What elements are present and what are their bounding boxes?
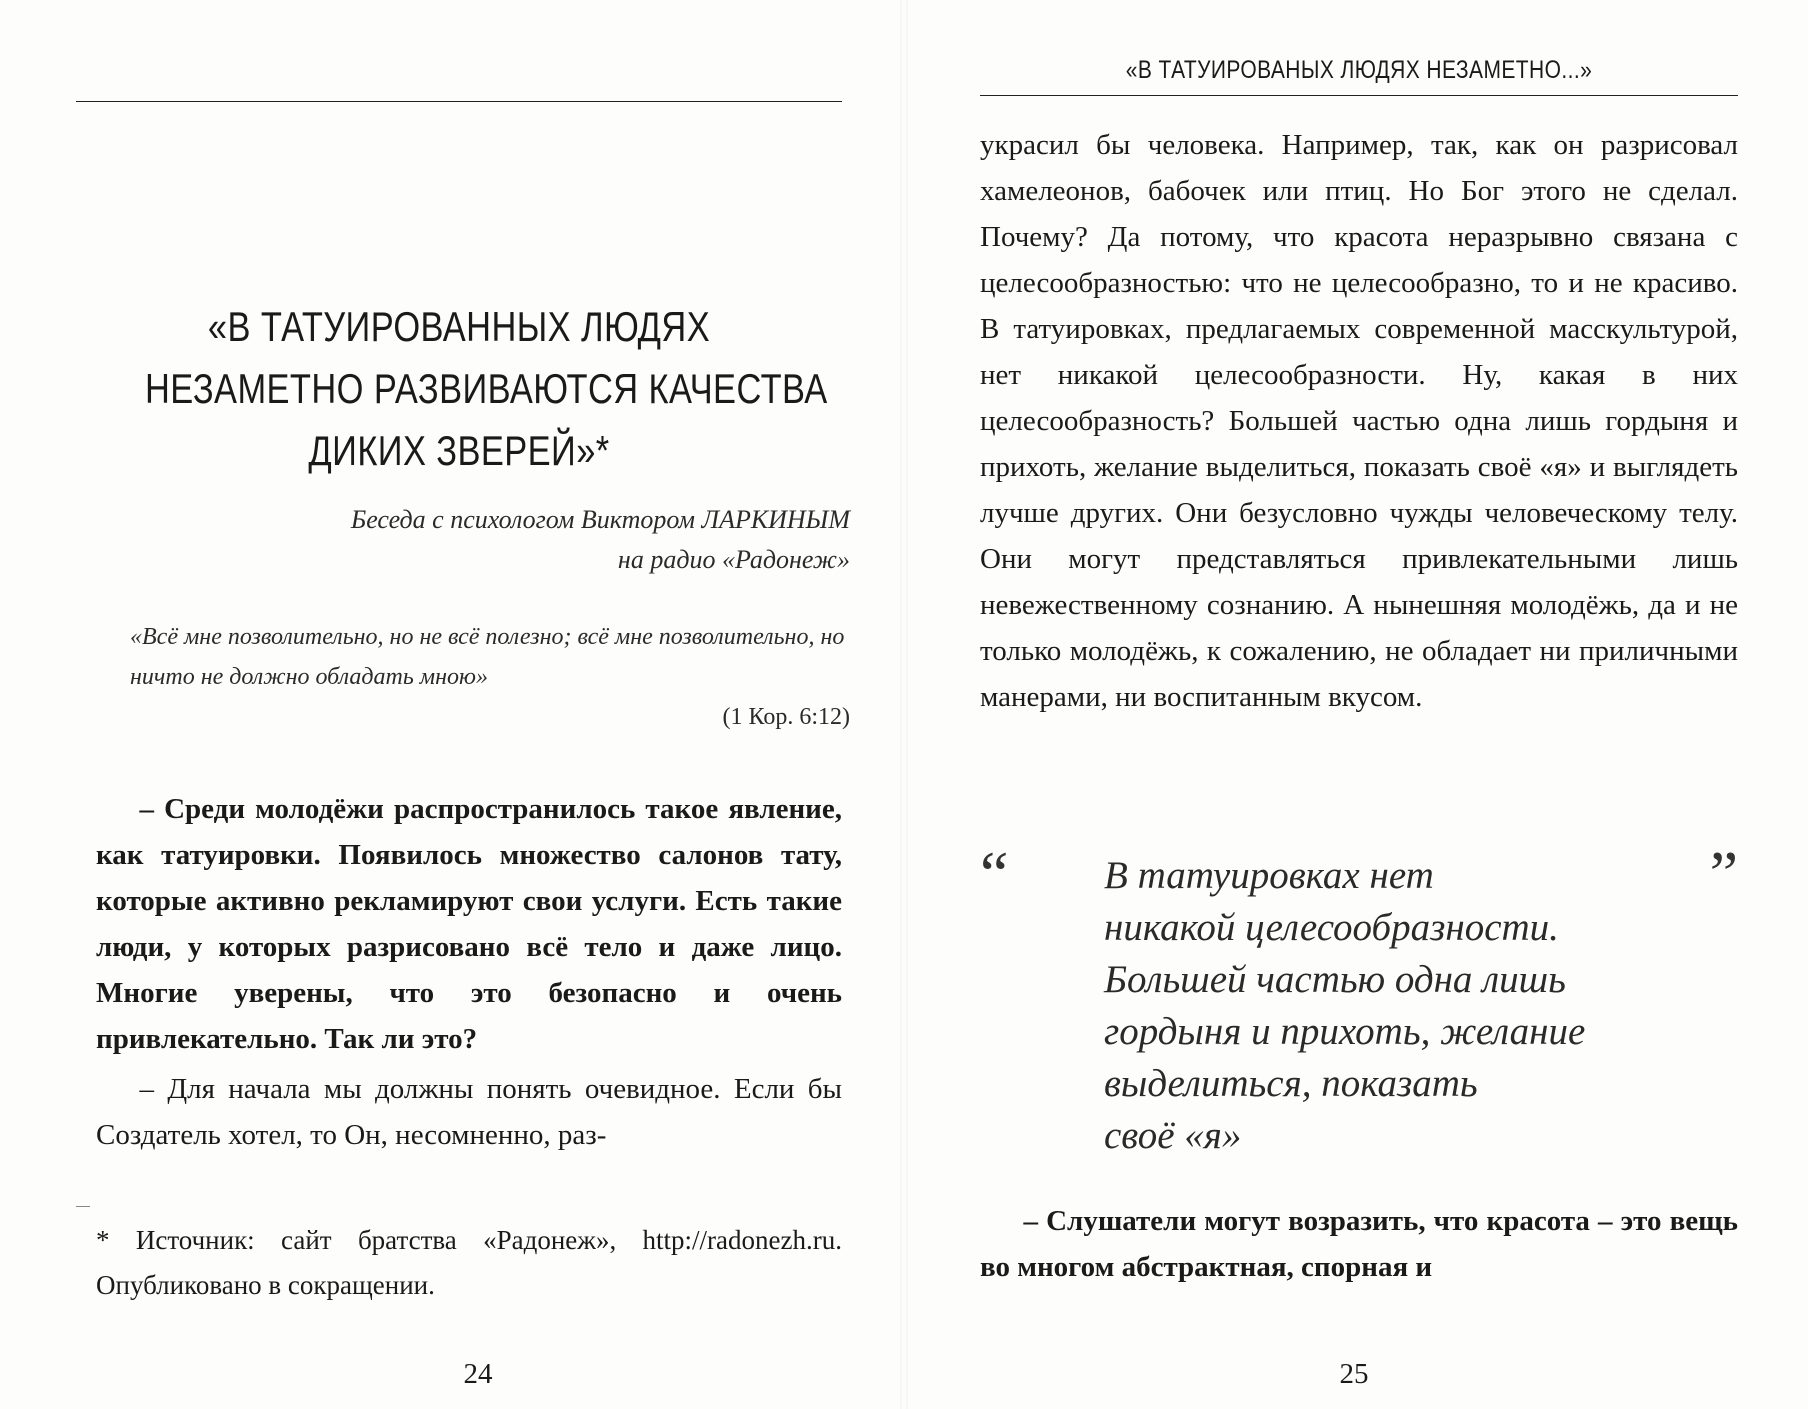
epigraph-text: «Всё мне позволительно, но не всё полезно; всё мне позволительно, но ничто не должно обладать мною» <box>130 624 845 690</box>
header-rule <box>76 101 842 102</box>
footnote <box>96 1218 842 1308</box>
pull-quote-line: В татуировках нет <box>1104 854 1434 897</box>
pull-quote-line: Большей частью одна лишь <box>1104 958 1566 1001</box>
interview-answer: – Для начала мы должны понять очевидное. Если бы Создатель хотел, то Он, несомненно, раз- <box>96 1073 842 1151</box>
header-rule <box>980 95 1738 96</box>
pull-quote-line: своё «я» <box>1104 1114 1242 1157</box>
article-title <box>76 296 842 482</box>
interview-question: – Среди молодёжи распространилось такое явление, как татуировки. Появилось множество салонов тату, которые активно рекламируют свои услуги. Есть такие люди, у которых разрисовано всё тело и даже лицо. Многие уверены, что это безопасно и очень привлекательно. Так ли это? <box>96 793 842 1055</box>
right-page <box>904 0 1808 1409</box>
continued-paragraph: украсил бы человека. Например, так, как он разрисовал хамелеонов, бабочек или птиц. Но Бог этого не сделал. Почему? Да потому, что красота неразрывно связана с целесообразностью: что не целесообразно, то и не красиво. В татуировках, предлагаемых современной масскультурой, нет никакой целесообразности. Ну, какая в них целесообразность? Большей частью одна лишь гордыня и прихоть, желание выделиться, показать своё «я» и выглядеть лучше других. Они безусловно чужды человеческому телу. Они могут представляться привлекательными лишь невежественному сознанию. А нынешняя молодёжь, да и не только молодёжь, к сожалению, не обладает ни приличными манерами, ни воспитанным вкусом. <box>980 129 1738 713</box>
interview-question: – Слушатели могут возразить, что красота – это вещь во многом абстрактная, спорная и <box>980 1205 1738 1283</box>
close-quote-icon: ” <box>1709 838 1738 909</box>
article-subtitle <box>351 500 850 580</box>
running-head: «В ТАТУИРОВАНЫХ ЛЮДЯХ НЕЗАМЕТНО...» <box>1125 56 1593 84</box>
title-line: ДИКИХ ЗВЕРЕЙ»* <box>308 427 610 474</box>
epigraph <box>130 617 850 737</box>
footnote-text: * Источник: сайт братства «Радонеж», http://radonezh.ru. Опубликовано в сокращении. <box>96 1225 842 1300</box>
open-quote-icon: “ <box>980 838 1009 909</box>
pull-quote-text <box>1104 850 1664 1162</box>
pull-quote <box>980 838 1738 1162</box>
left-body-text <box>96 786 842 1158</box>
right-body-text-2 <box>980 1198 1738 1290</box>
epigraph-reference: (1 Кор. 6:12) <box>722 704 850 730</box>
footnote-rule <box>76 1206 90 1207</box>
right-body-text <box>980 122 1738 720</box>
title-line: «В ТАТУИРОВАННЫХ ЛЮДЯХ <box>207 303 711 350</box>
pull-quote-line: никакой целесообразности. <box>1104 906 1559 949</box>
subtitle-line: на радио «Радонеж» <box>617 545 850 574</box>
title-line: НЕЗАМЕТНО РАЗВИВАЮТСЯ КАЧЕСТВА <box>144 365 828 412</box>
subtitle-line: Беседа с психологом Виктором ЛАРКИНЫМ <box>350 505 850 534</box>
page-number-right: 25 <box>1339 1358 1369 1390</box>
page-number-left: 24 <box>463 1358 493 1390</box>
pull-quote-line: гордыня и прихоть, желание <box>1104 1010 1586 1053</box>
pull-quote-line: выделиться, показать <box>1104 1062 1478 1105</box>
